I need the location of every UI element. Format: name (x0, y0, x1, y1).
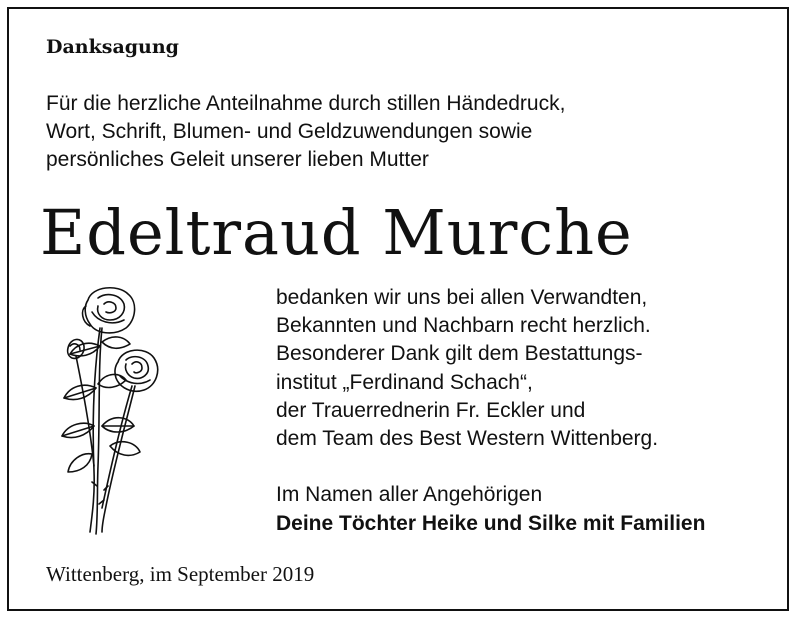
intro-line: Wort, Schrift, Blumen- und Geldzuwendungen sowie (46, 120, 533, 143)
thanks-line: der Trauerrednerin Fr. Eckler und (276, 398, 586, 422)
signature-block (276, 480, 776, 538)
signatories-line: Deine Töchter Heike und Silke mit Familien (276, 512, 706, 535)
notice-heading: Danksagung (46, 36, 179, 58)
intro-text (46, 90, 746, 174)
thanks-line: dem Team des Best Western Wittenberg. (276, 427, 659, 451)
intro-line: persönliches Geleit unserer lieben Mutter (46, 148, 429, 171)
thanks-line: Besonderer Dank gilt dem Bestattungs- (276, 342, 643, 366)
intro-line: Für die herzliche Anteilnahme durch stillen Händedruck, (46, 92, 566, 115)
thanks-line: Bekannten und Nachbarn recht herzlich. (276, 314, 651, 338)
thanks-line: institut „Ferdinand Schach“, (276, 370, 533, 394)
thanks-text (276, 284, 776, 453)
on-behalf-line: Im Namen aller Angehörigen (276, 483, 543, 506)
deceased-name: Edeltraud Murche (40, 196, 633, 269)
roses-illustration (40, 276, 170, 538)
place-date: Wittenberg, im September 2019 (46, 562, 315, 586)
thanks-line: bedanken wir uns bei allen Verwandten, (276, 286, 648, 309)
